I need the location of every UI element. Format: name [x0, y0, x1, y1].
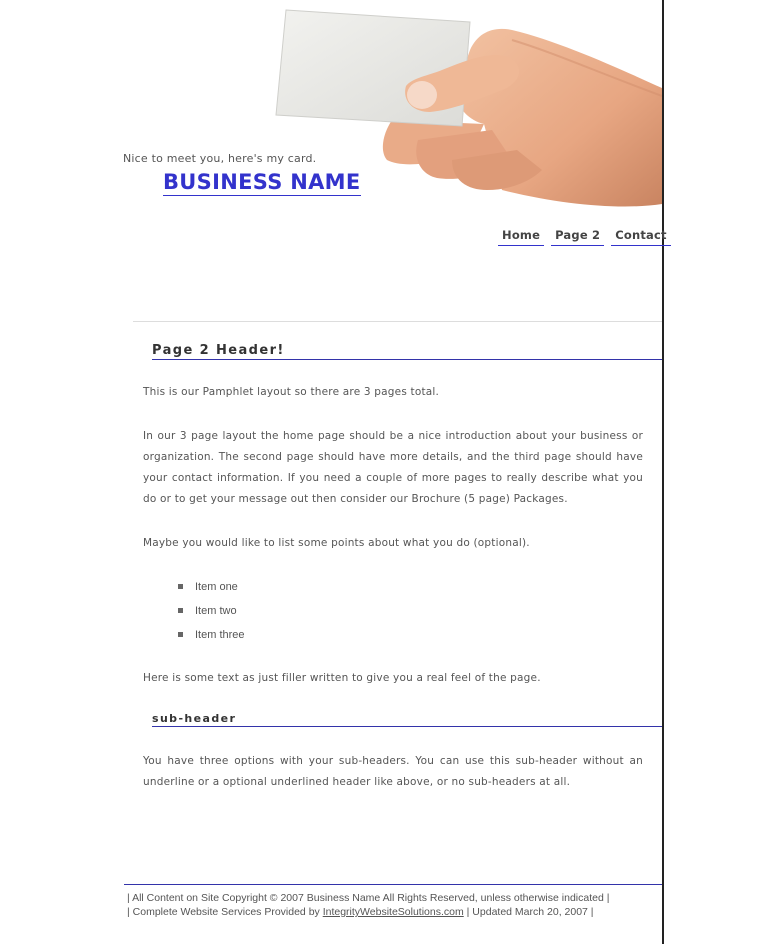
paragraph-text: This is our Pamphlet layout so there are 3 pages total. [143, 386, 440, 398]
nav-contact-link[interactable]: Contact [611, 228, 671, 246]
footer [127, 891, 609, 919]
filler-paragraph [143, 668, 643, 689]
footer-credits [127, 905, 609, 919]
footer-updated: | Updated March 20, 2007 | [463, 906, 594, 918]
list-item [178, 602, 245, 626]
paragraph-text: You have three options with your sub-headers. You can use this sub-header without an underline or a optional underlined header like above, or no sub-headers at all. [143, 755, 643, 788]
list-item-label: Item two [195, 605, 237, 617]
body-paragraph [143, 426, 643, 510]
list-item [178, 626, 245, 650]
points-list [178, 578, 245, 650]
header-tagline: Nice to meet you, here's my card. [123, 152, 317, 165]
paragraph-text: Here is some text as just filler written to give you a real feel of the page. [143, 672, 541, 684]
page-right-border [662, 0, 664, 944]
paragraph-text: In our 3 page layout the home page should be a nice introduction about your business or organization. The second page should have more details, and the third page should have your contact information. If you need a couple of more pages to really describe what you do or to get your message out then consider our Brochure (5 page) Packages. [143, 430, 643, 505]
footer-divider [124, 884, 662, 885]
content-top-divider [133, 321, 662, 322]
nav-home-link[interactable]: Home [498, 228, 544, 246]
list-intro-paragraph [143, 533, 643, 554]
list-item [178, 578, 245, 602]
intro-paragraph [143, 382, 643, 403]
square-bullet-icon [178, 584, 183, 589]
nav-page2-link[interactable]: Page 2 [551, 228, 604, 246]
square-bullet-icon [178, 632, 183, 637]
sub-header-paragraph [143, 751, 643, 793]
footer-copyright: | All Content on Site Copyright © 2007 Business Name All Rights Reserved, unless otherwise indicated | [127, 892, 610, 904]
main-nav [498, 228, 671, 246]
footer-credits-prefix: | Complete Website Services Provided by [127, 906, 323, 918]
footer-provider-link[interactable]: IntegrityWebsiteSolutions.com [322, 906, 464, 918]
paragraph-text: Maybe you would like to list some points about what you do (optional). [143, 537, 530, 549]
list-item-label: Item three [195, 629, 245, 641]
sub-header: sub-header [152, 712, 662, 727]
page-title: Page 2 Header! [152, 343, 662, 360]
square-bullet-icon [178, 608, 183, 613]
business-name-logo[interactable]: BUSINESS NAME [163, 170, 361, 194]
list-item-label: Item one [195, 581, 238, 593]
